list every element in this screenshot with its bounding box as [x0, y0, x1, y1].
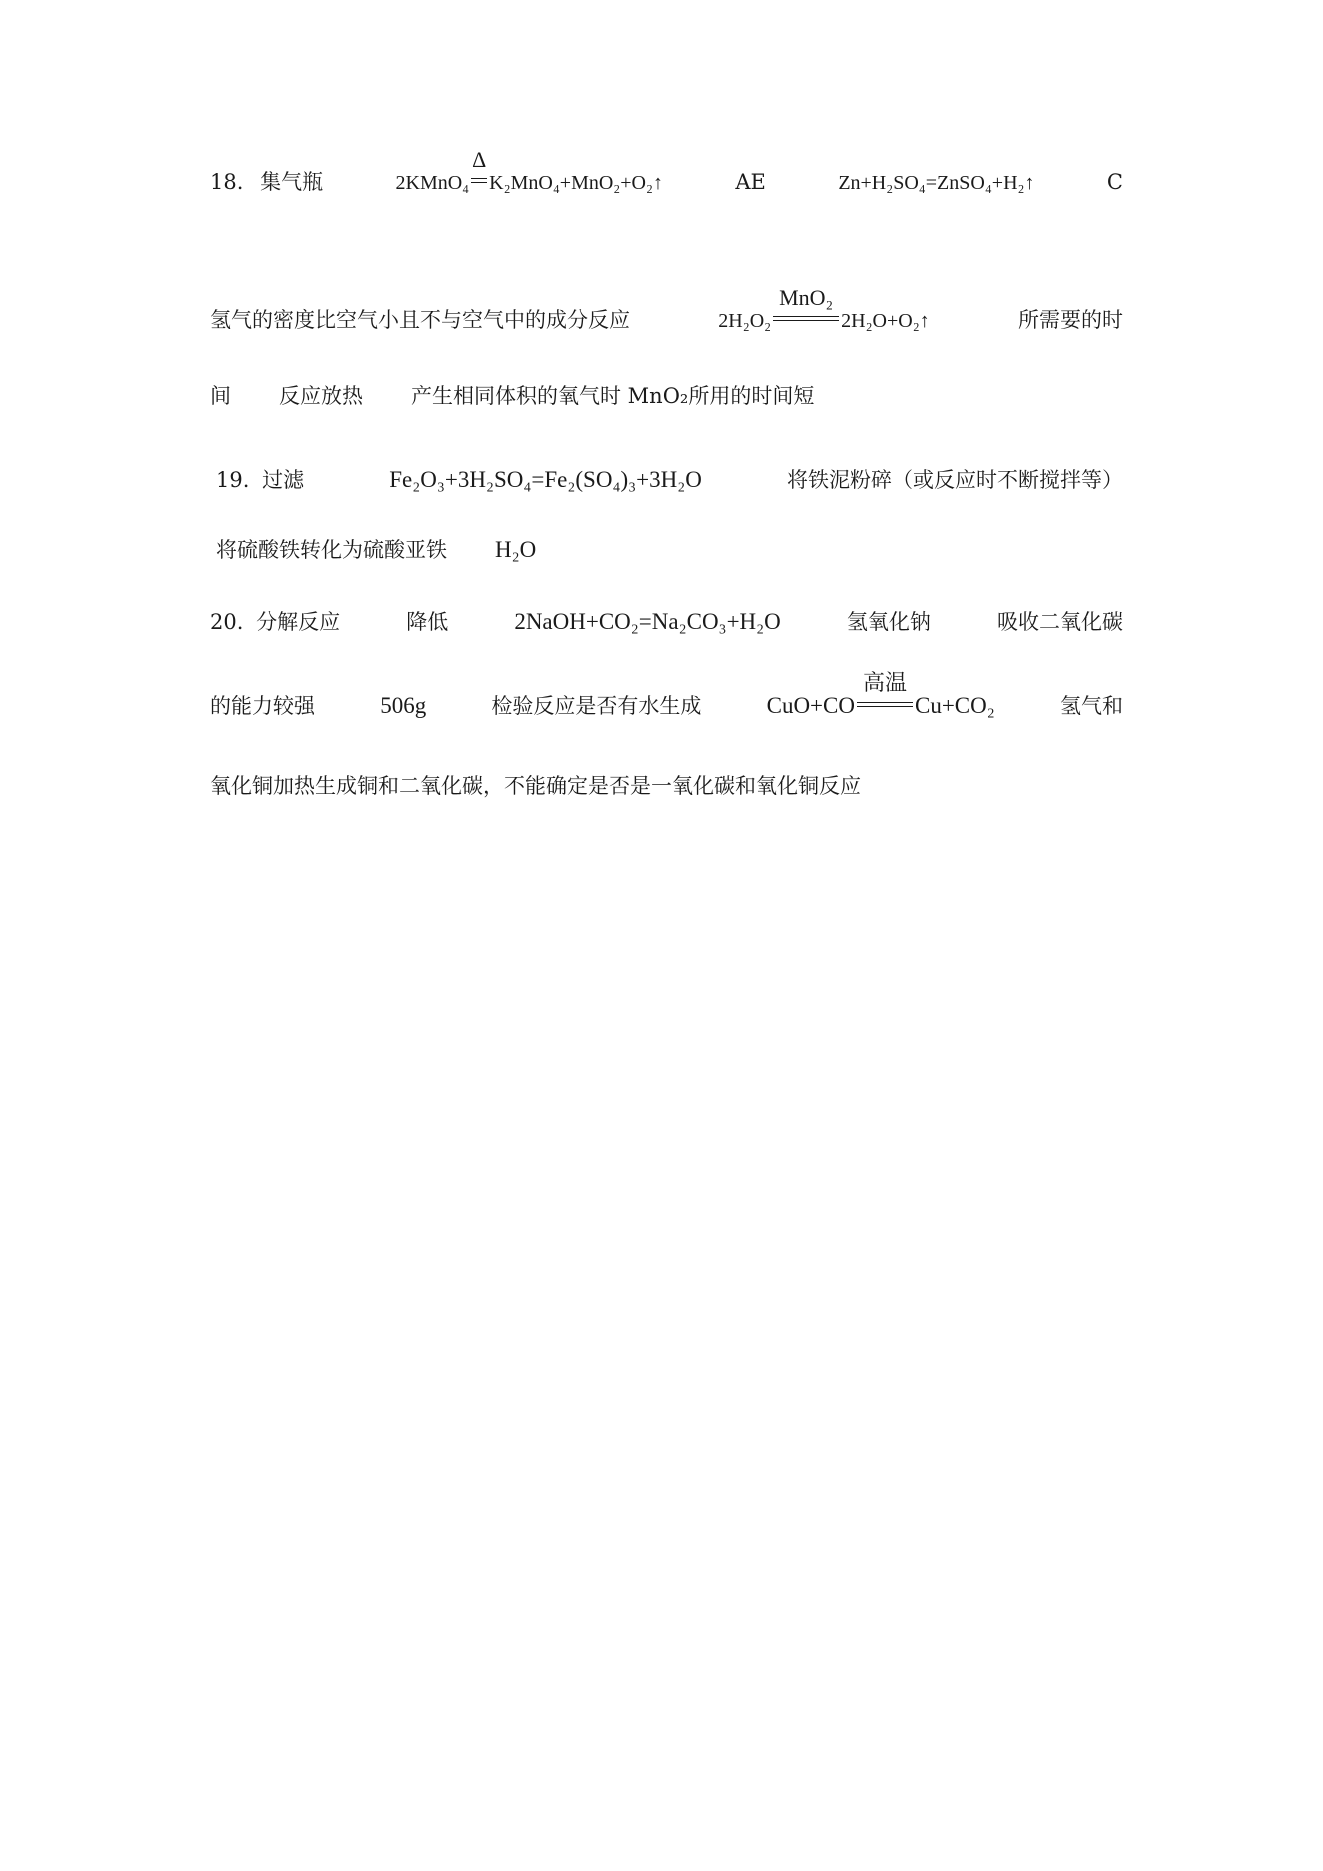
- q20-reason-part-1: 吸收二氧化碳: [997, 610, 1123, 634]
- q18-line-3: [210, 382, 1123, 410]
- q20-purpose: 检验反应是否有水生成: [491, 694, 702, 718]
- q18-measure-part-1: 所需要的时: [1018, 308, 1123, 332]
- q18-reaction-1-lhs: 2KMnO₄: [395, 172, 470, 194]
- q18-reaction-1-rhs: K₂MnO₄+MnO₂+O₂↑: [489, 172, 663, 194]
- equals-sign: [773, 316, 839, 321]
- q20-number: 20.: [210, 610, 244, 634]
- q18-line-1: [210, 147, 1123, 197]
- q20-type: 分解反应: [256, 610, 341, 634]
- q20-reaction-1: 2NaOH+CO₂=Na₂CO₃+H₂O: [514, 609, 781, 634]
- q20-reaction-2-rhs: Cu+CO₂: [914, 693, 995, 718]
- q20-label: [210, 608, 340, 636]
- q19-line-2: [216, 536, 1123, 564]
- heat-symbol: Δ: [472, 147, 487, 172]
- q18-reason: 氢气的密度比空气小且不与空气中的成分反应: [210, 308, 630, 332]
- catalyst-condition: [771, 285, 841, 335]
- high-temp-condition: [855, 670, 915, 720]
- equals-sign: [471, 178, 487, 183]
- q20-note-part-1: 氢气和: [1059, 694, 1123, 718]
- catalyst-label: MnO₂: [779, 285, 834, 310]
- q19-line-1: [216, 466, 1123, 494]
- q18-label: [210, 168, 323, 196]
- q18-apparatus: AE: [735, 170, 766, 194]
- q18-collect: C: [1106, 170, 1123, 194]
- q18-conclusion: 产生相同体积的氧气时 MnO₂所用的时间短: [411, 384, 815, 408]
- q20-change: 降低: [406, 610, 449, 634]
- q18-reaction-2: Zn+H₂SO₄=ZnSO₄+H₂↑: [838, 172, 1035, 194]
- q20-reagent: 氢氧化钠: [846, 610, 931, 634]
- q19-reaction: Fe₂O₃+3H₂SO₄=Fe₂(SO₄)₃+3H₂O: [389, 467, 702, 492]
- q18-measure-part-2: 间: [210, 384, 231, 408]
- q19-number: 19.: [216, 468, 250, 492]
- q18-number: 18.: [210, 170, 244, 194]
- high-temp-label: 高温: [862, 670, 907, 695]
- equals-sign: [857, 702, 913, 707]
- q20-line-2: [210, 670, 1123, 720]
- q19-label: [216, 466, 304, 494]
- q20-reason-part-2: 的能力较强: [210, 694, 315, 718]
- q20-line-3: [210, 772, 1123, 800]
- q18-vessel: 集气瓶: [260, 170, 324, 194]
- q20-reaction-2: [766, 670, 995, 720]
- q18-observation: 反应放热: [279, 384, 363, 408]
- heat-condition: [469, 147, 489, 197]
- q18-reaction-3-rhs: 2H₂O+O₂↑: [841, 310, 930, 332]
- q18-reaction-3: [718, 285, 930, 335]
- q19-method: 将铁泥粉碎（或反应时不断搅拌等）: [787, 468, 1123, 492]
- q20-mass: 506g: [380, 693, 427, 718]
- q19-purpose: 将硫酸铁转化为硫酸亚铁: [216, 538, 447, 562]
- q20-note-part-2: 氧化铜加热生成铜和二氧化碳，不能确定是否是一氧化碳和氧化铜反应: [210, 774, 861, 798]
- q20-reaction-2-lhs: CuO+CO: [766, 693, 855, 718]
- q18-reaction-1: [395, 147, 663, 197]
- q19-operation: 过滤: [262, 468, 305, 492]
- q18-reaction-3-lhs: 2H₂O₂: [718, 310, 772, 332]
- q18-line-2: [210, 285, 1123, 335]
- q20-line-1: [210, 608, 1123, 636]
- q19-product: H₂O: [495, 537, 537, 562]
